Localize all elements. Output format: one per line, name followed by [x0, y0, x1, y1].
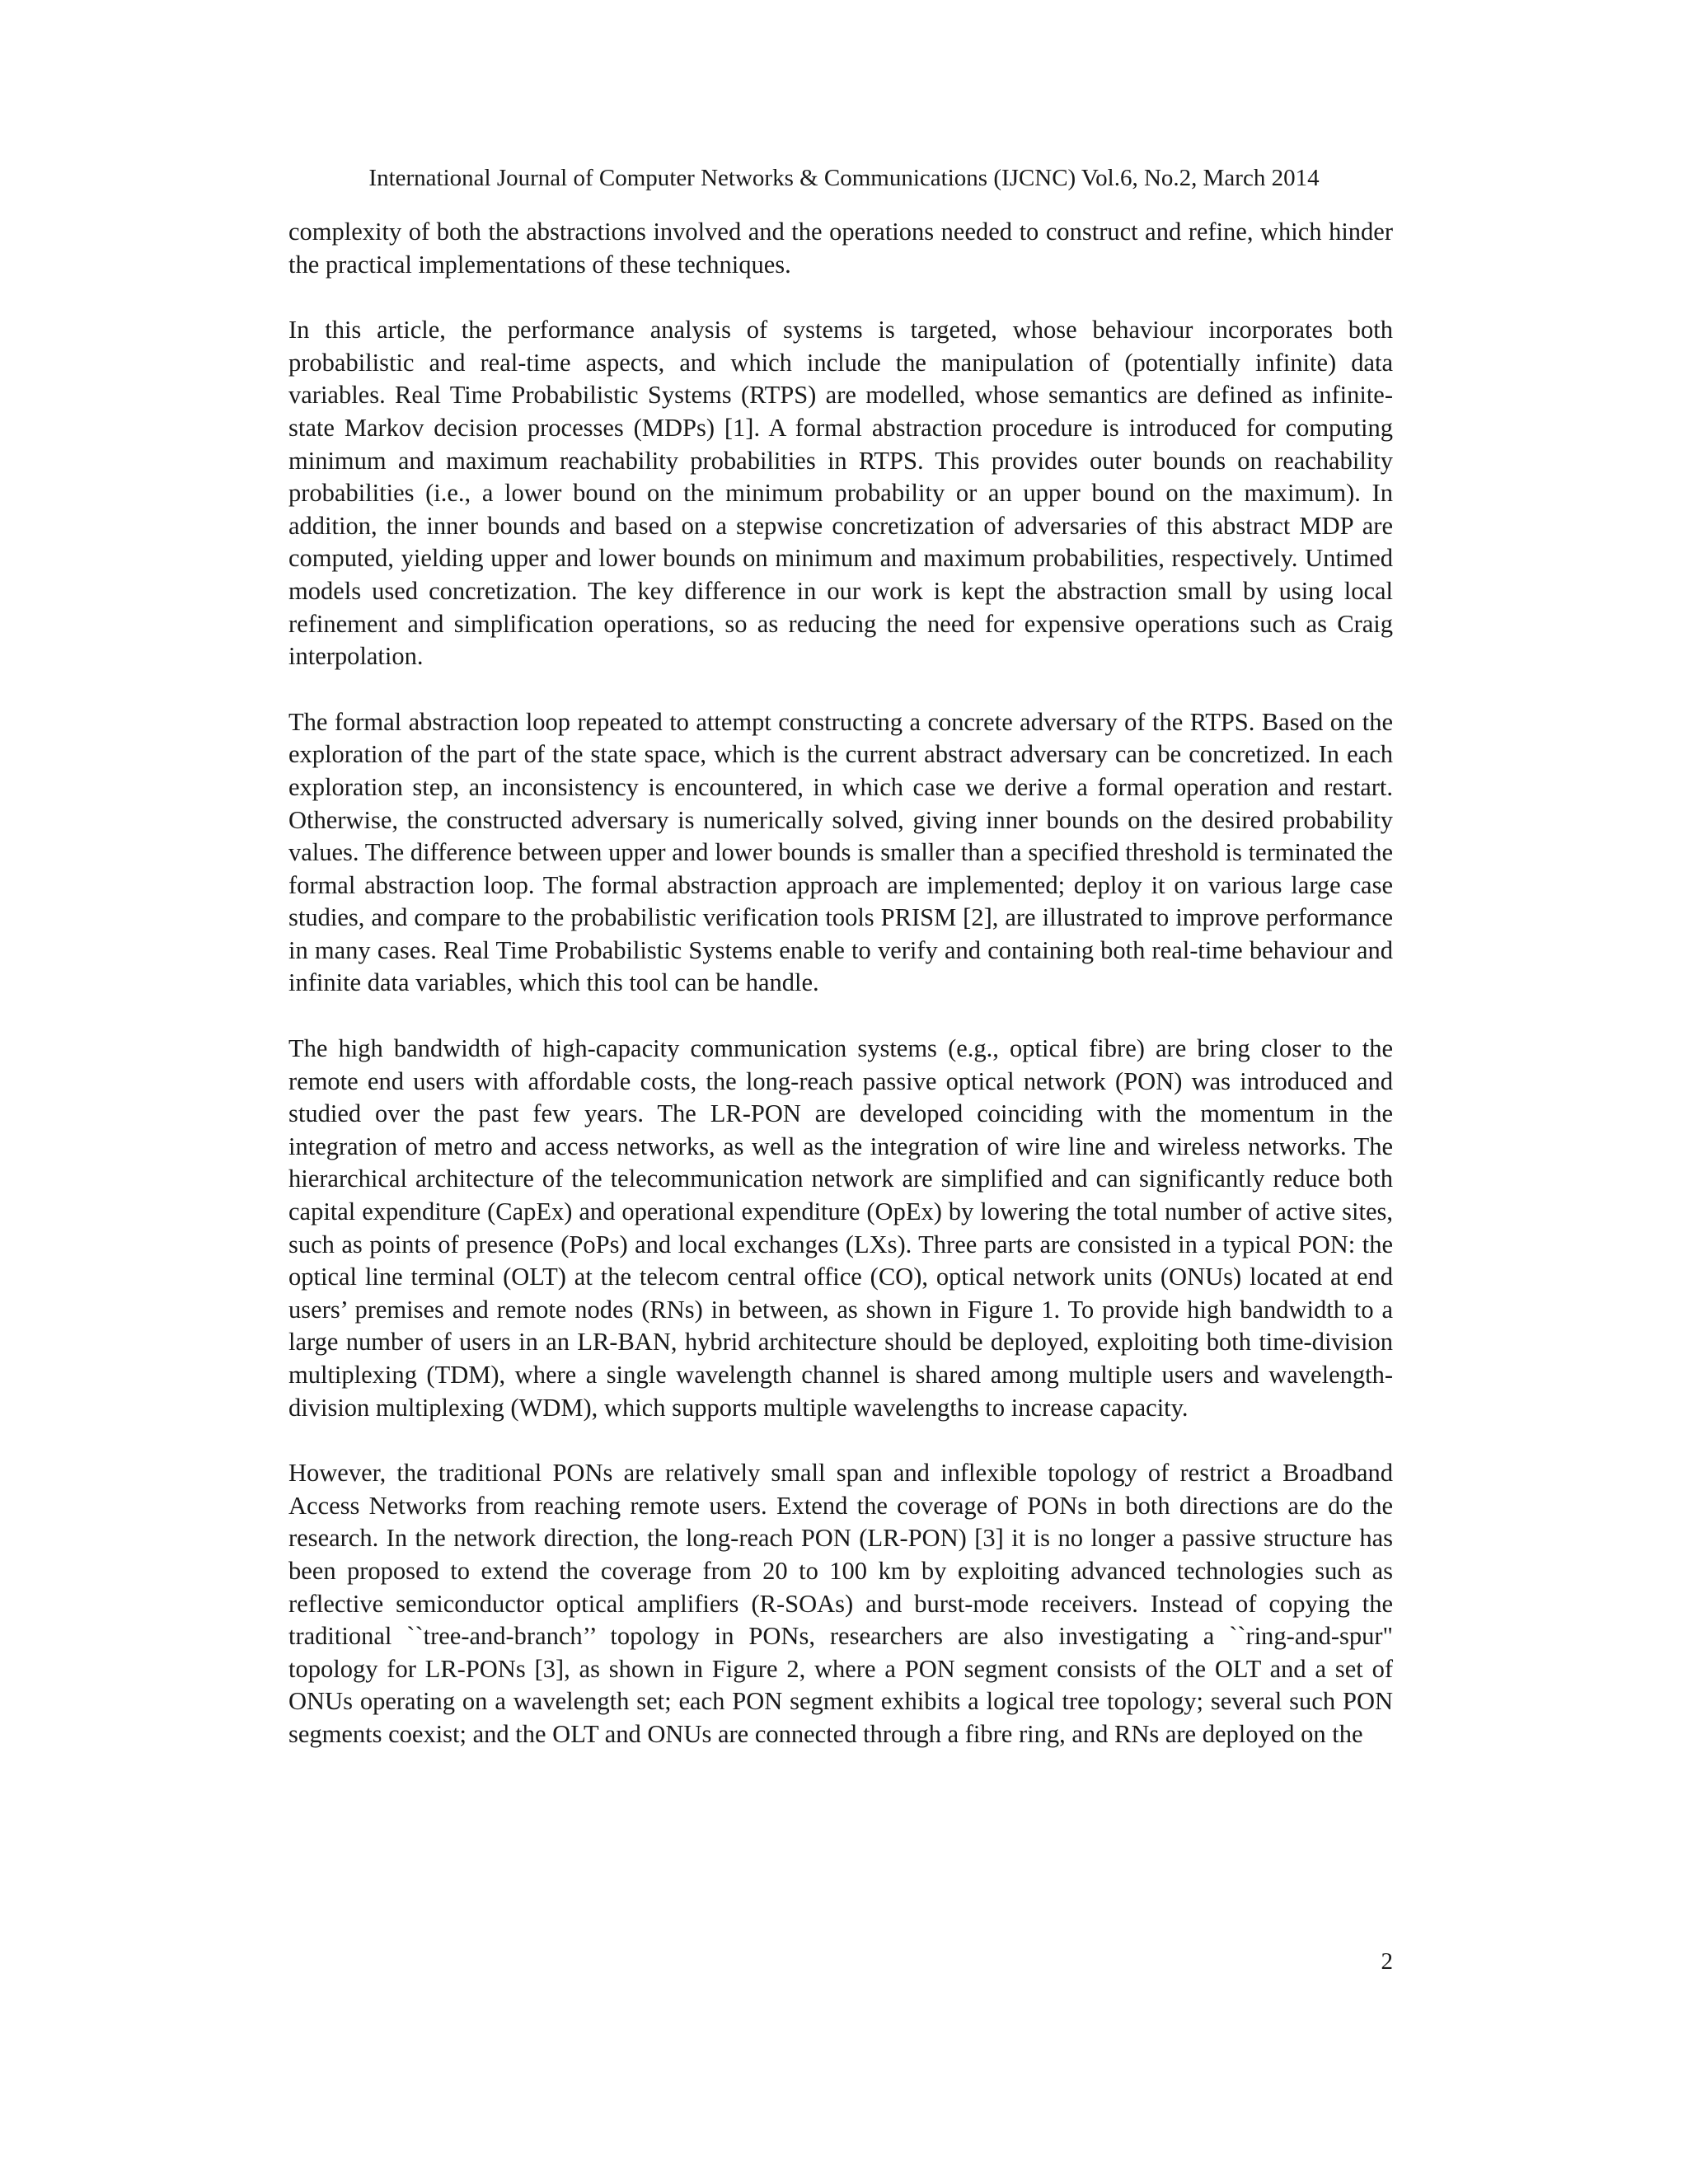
paragraph-continuation: complexity of both the abstractions involved and the operations needed to construct and refine, which hinder the practical implementations of these techniques. [288, 218, 1393, 279]
running-header: International Journal of Computer Networks & Communications (IJCNC) Vol.6, No.2, March 2014 [368, 165, 1320, 191]
page-number: 2 [1381, 1948, 1393, 1975]
paragraph-abstraction-loop: The formal abstraction loop repeated to attempt constructing a concrete adversary of the RTPS. Based on the exploration of the part of the state space, which is the current abstract adversary can be concretized. In each exploration step, an inconsistency is encountered, in which case we derive a formal operation and restart. Otherwise, the constructed adversary is numerically solved, giving inner bounds on the desired probability values. The difference between upper and lower bounds is smaller than a specified threshold is terminated the formal abstraction loop. The formal abstraction approach are implemented; deploy it on various large case studies, and compare to the probabilistic verification tools PRISM [2], are illustrated to improve performance in many cases. Real Time Probabilistic Systems enable to verify and containing both real-time behaviour and infinite data variables, which this tool can be handle. [288, 707, 1393, 997]
paragraph-performance-analysis: In this article, the performance analysis of systems is targeted, whose behaviour incorporates both probabilistic and real-time aspects, and which include the manipulation of (potentially infinite) data variables. Real Time Probabilistic Systems (RTPS) are modelled, whose semantics are defined as infinite-state Markov decision processes (MDPs) [1]. A formal abstraction procedure is introduced for computing minimum and maximum reachability probabilities in RTPS. This provides outer bounds on reachability probabilities (i.e., a lower bound on the minimum probability or an upper bound on the maximum). In addition, the inner bounds and based on a stepwise concretization of adversaries of this abstract MDP are computed, yielding upper and lower bounds on minimum and maximum probabilities, respectively. Untimed models used concretization. The key difference in our work is kept the abstraction small by using local refinement and simplification operations, so as reducing the need for expensive operations such as Craig interpolation. [288, 316, 1393, 671]
paragraph-long-reach-pon: The high bandwidth of high-capacity communication systems (e.g., optical fibre) are bring closer to the remote end users with affordable costs, the long-reach passive optical network (PON) was introduced and studied over the past few years. The LR-PON are developed coinciding with the momentum in the integration of metro and access networks, as well as the integration of wire line and wireless networks. The hierarchical architecture of the telecommunication network are simplified and can significantly reduce both capital expenditure (CapEx) and operational expenditure (OpEx) by lowering the total number of active sites, such as points of presence (PoPs) and local exchanges (LXs). Three parts are consisted in a typical PON: the optical line terminal (OLT) at the telecom central office (CO), optical network units (ONUs) located at end users’ premises and remote nodes (RNs) in between, as shown in Figure 1. To provide high bandwidth to a large number of users in an LR-BAN, hybrid architecture should be deployed, exploiting both time-division multiplexing (TDM), where a single wavelength channel is shared among multiple users and wavelength-division multiplexing (WDM), which supports multiple wavelengths to increase capacity. [288, 1034, 1393, 1422]
body-text [288, 216, 1393, 1751]
paragraph-traditional-pons: However, the traditional PONs are relatively small span and inflexible topology of restrict a Broadband Access Networks from reaching remote users. Extend the coverage of PONs in both directions are do the research. In the network direction, the long-reach PON (LR-PON) [3] it is no longer a passive structure has been proposed to extend the coverage from 20 to 100 km by exploiting advanced technologies such as reflective semiconductor optical amplifiers (R-SOAs) and burst-mode receivers. Instead of copying the traditional ``tree-and-branch’’ topology in PONs, researchers are also investigating a ``ring-and-spur" topology for LR-PONs [3], as shown in Figure 2, where a PON segment consists of the OLT and a set of ONUs operating on a wavelength set; each PON segment exhibits a logical tree topology; several such PON segments coexist; and the OLT and ONUs are connected through a fibre ring, and RNs are deployed on the [288, 1459, 1393, 1748]
